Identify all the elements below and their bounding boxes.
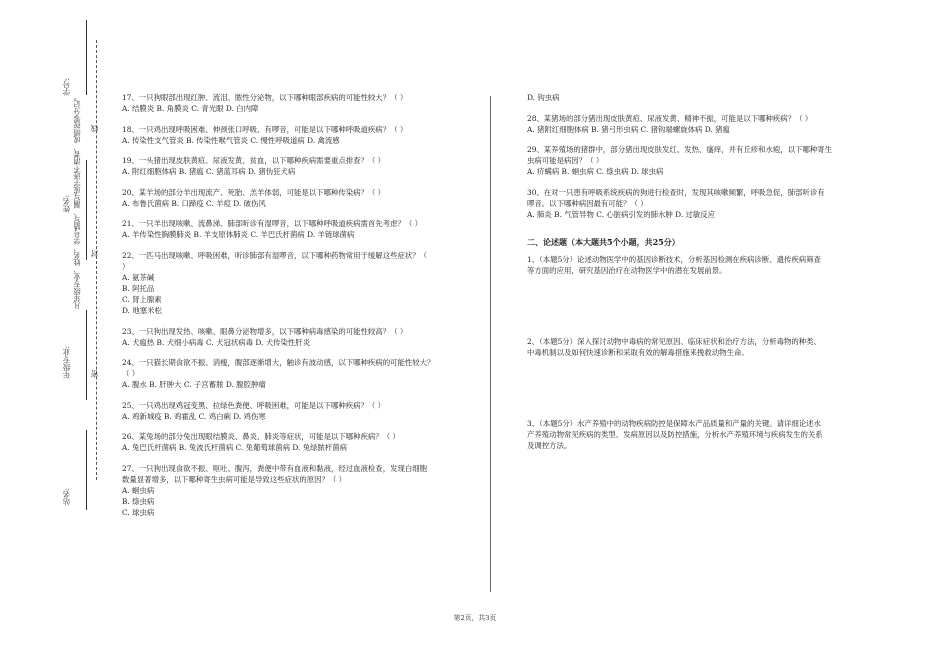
right-column: [527, 92, 887, 451]
answer-options: A. 鸡新城疫 B. 鸡霍乱 C. 鸡白痢 D. 鸡伤寒: [122, 411, 266, 421]
answer-options: A. 附红细胞体病 B. 猪瘟 C. 猪蓝耳病 D. 猪伪狂犬病: [122, 167, 296, 177]
answer-options: C. 肾上腺素: [122, 294, 162, 304]
essay-question: [527, 254, 887, 276]
answer-options: A. 结膜炎 B. 角膜炎 C. 青光眼 D. 白内障: [122, 104, 259, 113]
answer-options: A. 蛔虫病: [122, 485, 155, 495]
question-block: [122, 218, 482, 240]
question-text: 26、某兔场的部分兔出现眼结膜炎、鼻炎、肺炎等症状，可能是以下哪种疾病？（ ）: [122, 432, 400, 442]
answer-options: A. 犬瘟热 B. 犬细小病毒 C. 犬冠状病毒 D. 犬传染性肝炎: [122, 337, 311, 347]
answer-options: A. 疥螨病 B. 蛔虫病 C. 绦虫病 D. 球虫病: [527, 167, 664, 177]
answer-options: B. 阿托品: [122, 283, 155, 293]
question-text: 24、一只猫长期食欲不振、消瘦，腹部逐渐增大，触诊有波动感，以下哪种疾病的可能性较大？: [122, 358, 435, 368]
section-title: 二、论述题（本大题共5个小题，共25分）: [527, 237, 680, 248]
essay-text: 等方面的应用，研究基因治疗在动物医学中的潜在发展前景。: [527, 266, 727, 276]
answer-options: （ ）: [122, 369, 140, 379]
essay-text: 中毒机制以及如何快速诊断和采取有效的解毒措施来挽救动物生命。: [527, 348, 749, 358]
question-text: 20、某羊场的部分羊出现流产、死胎、羔羊体弱，可能是以下哪种传染病？（ ）: [122, 187, 386, 197]
question-text: 28、某猪场的部分猪出现皮肤黄疸、尿液发黄、精神不振，可能是以下哪种疾病？（ ）: [527, 113, 813, 123]
essay-text: 及调控方法。: [527, 441, 572, 451]
answer-options: A. 猪附红细胞体病 B. 猪弓形虫病 C. 猪钩端螺旋体病 D. 猪瘟: [527, 124, 730, 134]
answer-options: ）: [122, 261, 130, 271]
margin-rule: [86, 20, 87, 95]
question-block: [122, 431, 482, 453]
answer-options: C. 球虫病: [122, 507, 155, 517]
question-text: 25、一只鸡出现鸡冠变黑、拉绿色粪便、呼吸困难，可能是以下哪种疾病？（ ）: [122, 400, 386, 410]
essay-text: 产养殖动物常见疾病的类型、发病原因以及防控措施，分析水产养殖环境与疾病发生的关系: [527, 430, 823, 440]
answer-options: A. 布鲁氏菌病 B. 口蹄疫 C. 羊痘 D. 破伤风: [122, 198, 266, 208]
question-block: [122, 250, 482, 316]
question-text: 23、一只狗出现发热、咳嗽、眼鼻分泌物增多，以下哪种病毒感染的可能性较高？（ ）: [122, 326, 408, 336]
answer-options: 啰音。以下哪种病因最有可能？（ ）: [527, 198, 648, 208]
answer-options: B. 绦虫病: [122, 496, 155, 506]
question-block: [122, 326, 482, 348]
essay-question: [527, 418, 887, 451]
answer-options: 虫病可能是病因？（ ）: [527, 156, 604, 166]
answer-options: A. 羊传染性胸膜肺炎 B. 羊支原体肺炎 C. 羊巴氏杆菌病 D. 羊链球菌病: [122, 230, 355, 240]
cut-line: [96, 40, 97, 480]
margin-rule: [86, 160, 87, 260]
answer-options: A. 传染性支气管炎 B. 传染性喉气管炎 C. 慢性呼吸道病 D. 禽流感: [122, 135, 340, 145]
seal-mark-line: 线: [90, 125, 99, 133]
answer-options: A. 兔巴氏杆菌病 B. 兔波氏杆菌病 C. 兔葡萄球菌病 D. 兔绿脓杆菌病: [122, 443, 348, 453]
name-label: 姓名:: [62, 195, 71, 213]
margin-rule: [86, 430, 87, 510]
question-block: [122, 400, 482, 422]
major-label: 年级专业:: [62, 346, 71, 379]
station-label: 站名:: [62, 488, 71, 506]
student-id-label: 学号:: [62, 78, 71, 96]
notice-text: 凡年级专业、姓名、学号错写、漏写或字迹不清者，成绩按零分记。: [72, 93, 81, 309]
question-text: 19、一头猪出现皮肤黄疸、尿液发黄、贫血，以下哪种疾病需要重点排查？（ ）: [122, 156, 386, 166]
column-divider: [490, 96, 491, 592]
question-block: [122, 155, 482, 177]
margin-rule: [86, 310, 87, 400]
question-block: [122, 187, 482, 209]
left-column: [122, 92, 482, 528]
question-text: D. 钩虫病: [527, 93, 560, 102]
question-block: [122, 357, 482, 390]
question-block: [527, 92, 887, 103]
answer-options: 数量显著增多，以下哪种寄生虫病可能是导致这些症状的原因？（ ）: [122, 474, 347, 484]
question-text: 29、某养殖场的猪群中，部分猪出现皮肤发红、发热、瘙痒，并有丘疹和水疱，以下哪种寄生: [527, 145, 833, 155]
page-footer: 第2页，共3页: [453, 614, 497, 622]
answer-options: A. 肺炎 B. 气管异物 C. 心脏病引发的肺水肿 D. 过敏反应: [527, 209, 716, 219]
answer-options: A. 腹水 B. 肝肿大 C. 子宫蓄脓 D. 腹腔肿瘤: [122, 380, 266, 390]
question-text: 27、一只狗出现食欲不振、呕吐、腹泻，粪便中带有血液和黏液，经过血液检查，发现白细胞: [122, 463, 428, 473]
question-text: 21、一只羊出现咳嗽、流鼻涕、肺部听诊有湿啰音，以下哪种呼吸道疾病需首先考虑？（ ）: [122, 219, 422, 229]
question-text: 17、一只狗眼部出现红肿、流泪、脓性分泌物，以下哪种眼部疾病的可能性较大？（ ）: [122, 93, 408, 102]
answer-options: A. 氨茶碱: [122, 272, 155, 282]
essay-text: 3、（本题5分）水产养殖中的动物疾病防控是保障水产品质量和产量的关键。请详细论述水: [527, 419, 821, 429]
essay-text: 1、（本题5分）论述动物医学中的基因诊断技术，分析基因检测在疾病诊断、遗传疾病筛查: [527, 255, 821, 265]
essay-question: [527, 336, 887, 358]
question-block: [122, 92, 482, 114]
question-text: 18、一只鸡出现呼吸困难、伸颈张口呼吸、有啰音，可能是以下哪种呼吸道疾病？（ ）: [122, 124, 408, 134]
binding-margin: [0, 0, 110, 672]
question-block: [527, 113, 887, 135]
question-block: [527, 144, 887, 177]
essay-text: 2、（本题5分）深入探讨动物中毒病的常见原因、临床症状和治疗方法，分析毒物的种类、: [527, 337, 821, 347]
seal-mark-secret: 密: [90, 370, 99, 378]
seal-mark-seal: 封: [90, 250, 99, 258]
question-text: 30、在对一只患有呼吸系统疾病的狗进行检查时，发现其咳嗽频繁，呼吸急促，肺部听诊有: [527, 187, 825, 197]
answer-options: D. 地塞米松: [122, 305, 162, 315]
question-text: 22、一匹马出现咳嗽、呼吸困难，听诊肺部有湿啰音，以下哪种药物常用于缓解这些症状？（: [122, 250, 428, 260]
question-block: [122, 463, 482, 518]
question-block: [122, 124, 482, 146]
question-block: [527, 187, 887, 220]
